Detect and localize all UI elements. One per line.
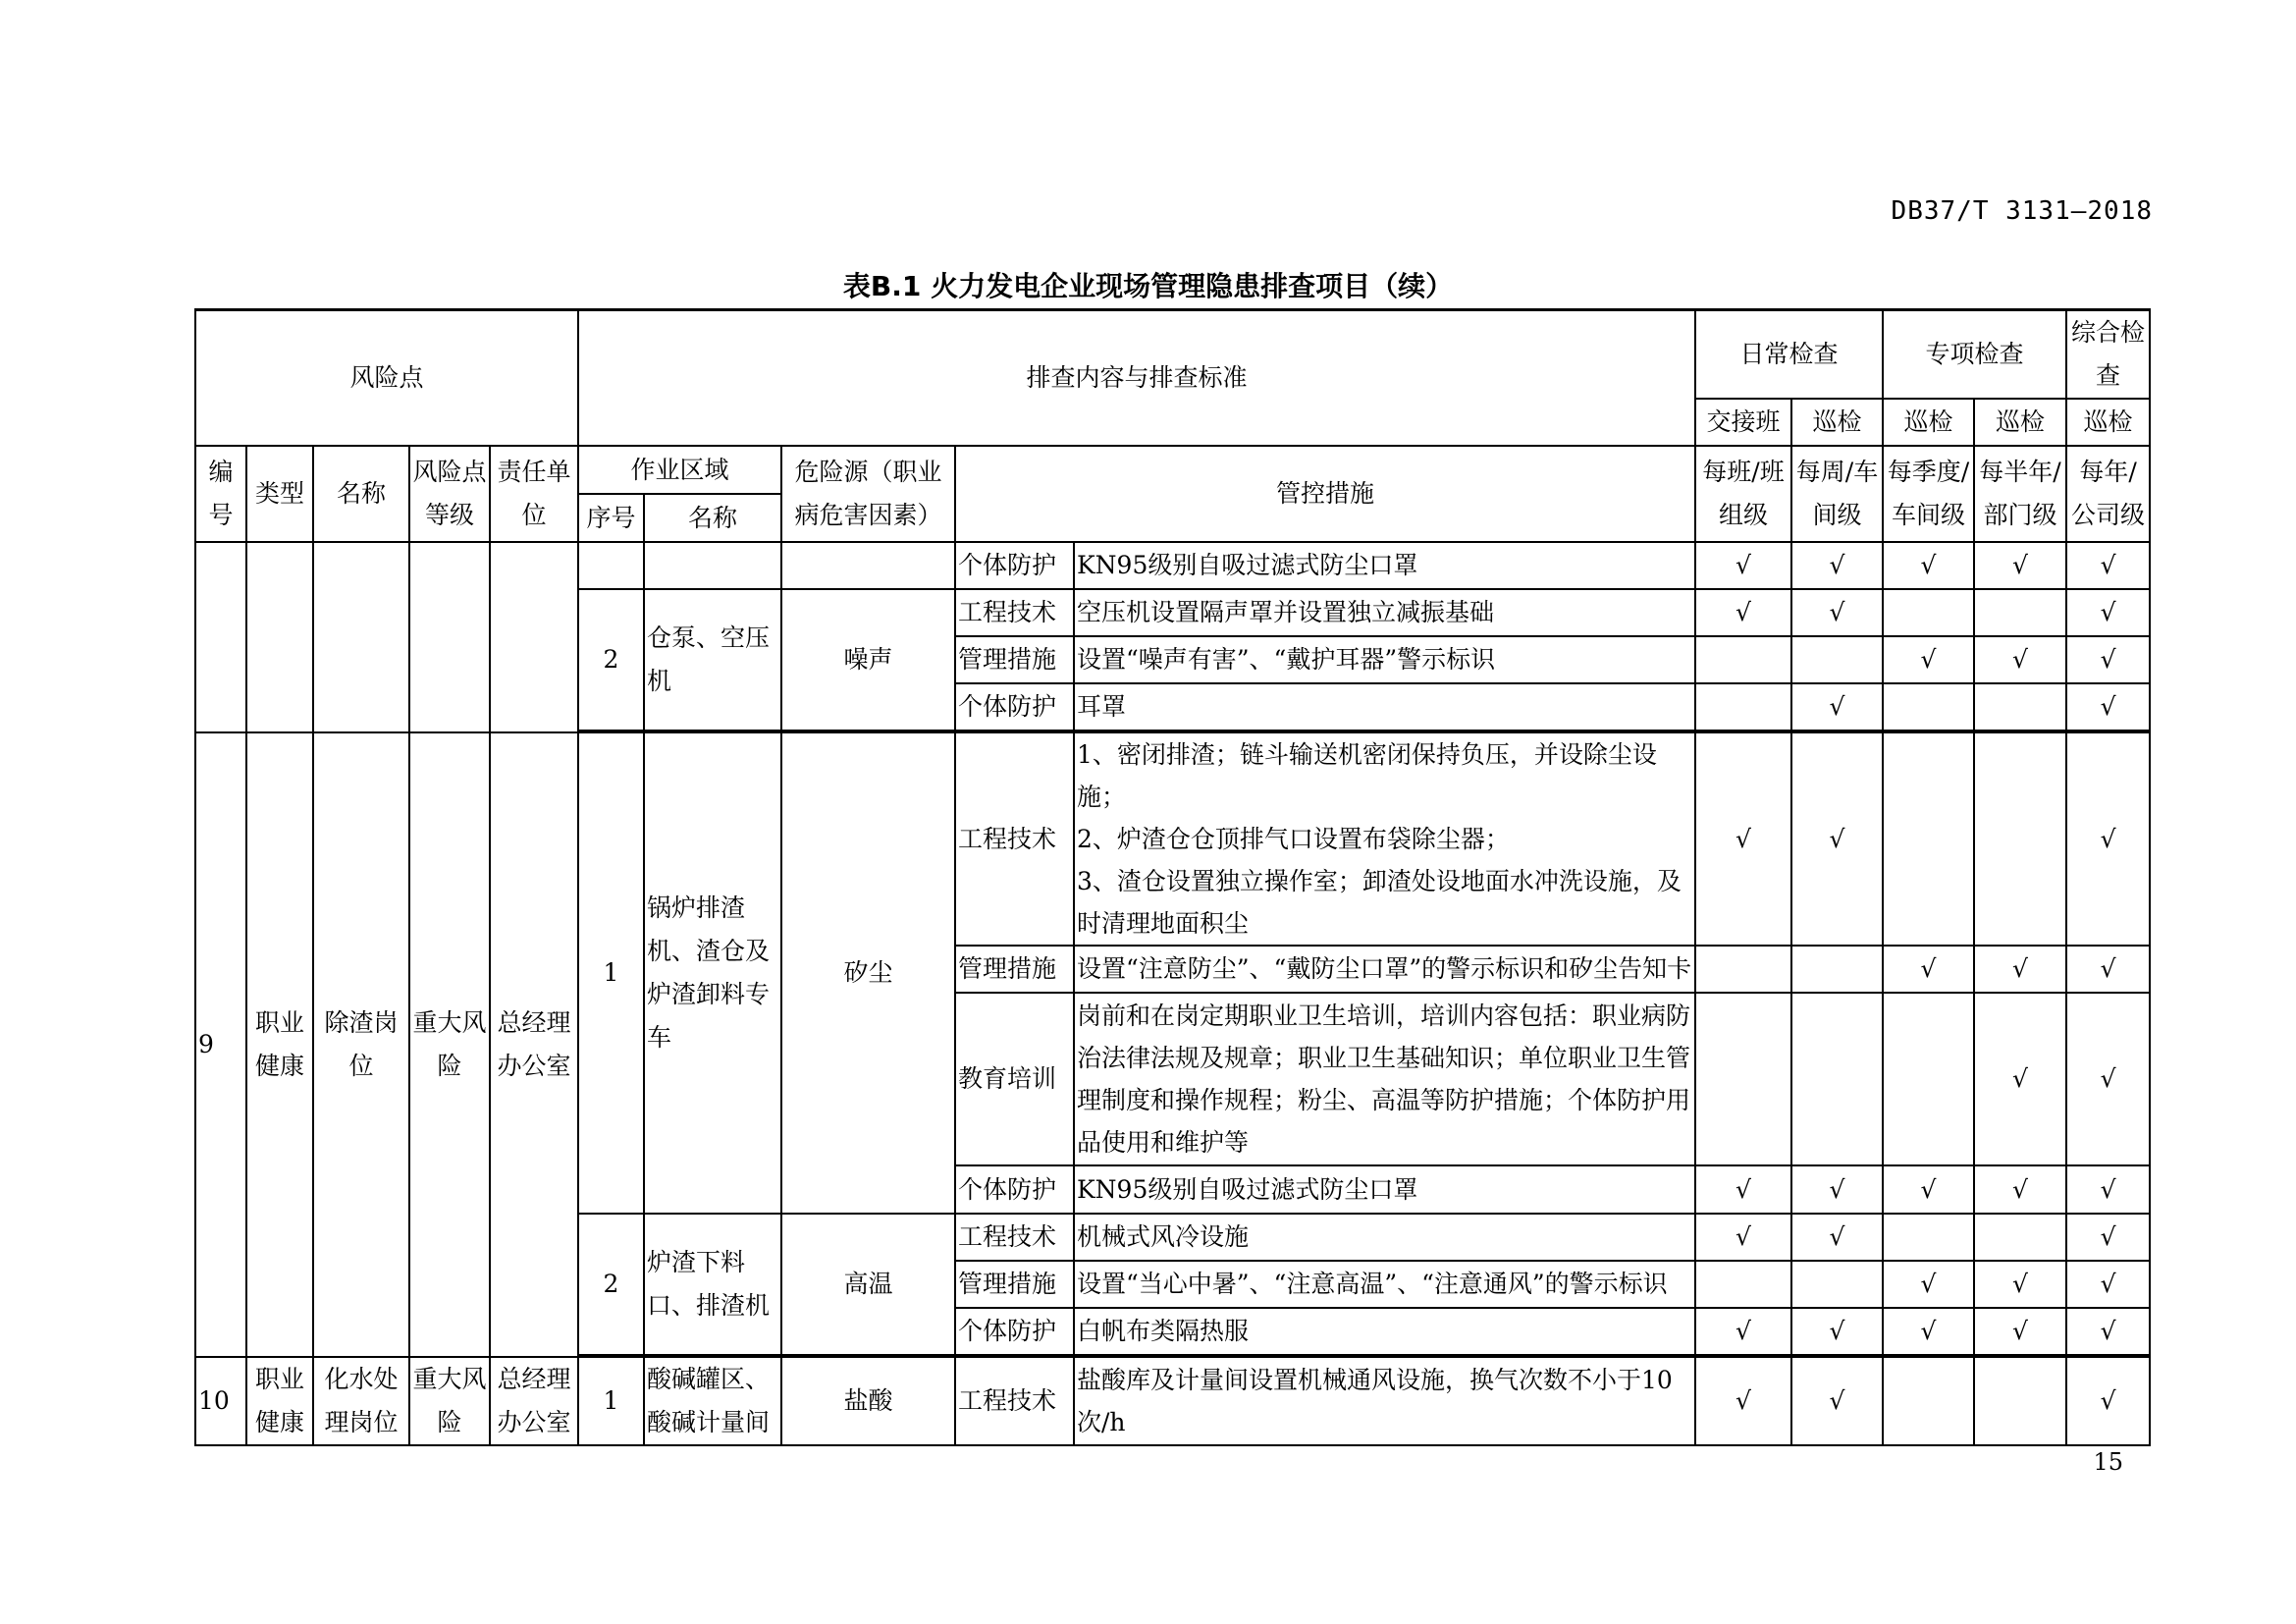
cell: [578, 542, 644, 589]
cell: [1695, 946, 1791, 993]
check-mark: √: [1791, 1308, 1883, 1355]
cell: [781, 542, 955, 589]
check-mark: √: [1883, 946, 1974, 993]
measure-text: 岗前和在岗定期职业卫生培训，培训内容包括：职业病防治法律法规及规章；职业卫生基础知识；单位职业卫生管理制度和操作规程；粉尘、高温等防护措施；个体防护用品使用和维护等: [1074, 993, 1695, 1165]
cell: [1974, 683, 2066, 731]
col-unit-header: 责任单位: [490, 446, 578, 542]
measure-category: 个体防护: [955, 1165, 1074, 1214]
check-mark: √: [1695, 1308, 1791, 1355]
risk-name: 除渣岗位: [313, 732, 409, 1357]
measure-category: 工程技术: [955, 732, 1074, 946]
area-seq: 1: [578, 732, 644, 1214]
responsible-unit: 总经理办公室: [490, 732, 578, 1357]
frequency-header: 每班/班组级: [1695, 446, 1791, 542]
measure-line: 2、炉渣仓仓顶排气口设置布袋除尘器；: [1077, 825, 1510, 853]
cell: [1791, 1261, 1883, 1308]
col-name-header: 名称: [313, 446, 409, 542]
cell: [1883, 1214, 1974, 1261]
check-mark: √: [1791, 732, 1883, 946]
frequency-header: 每季度/车间级: [1883, 446, 1974, 542]
patrol-header: 巡检: [1974, 399, 2066, 446]
measure-category: 管理措施: [955, 946, 1074, 993]
check-mark: √: [1883, 1261, 1974, 1308]
frequency-header: 每年/公司级: [2066, 446, 2150, 542]
area-name: 炉渣下料口、排渣机: [644, 1214, 781, 1355]
cell: [490, 542, 578, 732]
hazard-source: 盐酸: [781, 1357, 955, 1445]
control-header: 管控措施: [955, 446, 1695, 542]
check-mark: √: [1791, 589, 1883, 636]
check-mark: √: [1883, 1165, 1974, 1214]
check-mark: √: [1883, 542, 1974, 589]
check-mark: √: [1974, 1308, 2066, 1355]
cell: [644, 542, 781, 589]
measure-category: 管理措施: [955, 1261, 1074, 1308]
header-row: [195, 310, 2150, 400]
cell: [1974, 1214, 2066, 1261]
check-mark: √: [1974, 946, 2066, 993]
check-mark: √: [2066, 732, 2150, 946]
area-name-header: 名称: [644, 494, 781, 542]
frequency-header: 每半年/部门级: [1974, 446, 2066, 542]
col-type-header: 类型: [246, 446, 313, 542]
check-mark: √: [2066, 993, 2150, 1165]
measure-category: 工程技术: [955, 589, 1074, 636]
risk-point-header: 风险点: [195, 310, 578, 447]
risk-name: 化水处理岗位: [313, 1357, 409, 1445]
table-row: [195, 542, 2150, 589]
measure-category: 个体防护: [955, 542, 1074, 589]
table-title: 表B.1 火力发电企业现场管理隐患排查项目（续）: [842, 270, 1454, 302]
daily-check-header: 日常检查: [1695, 310, 1883, 400]
cell: [1695, 636, 1791, 683]
hazard-header: 危险源（职业病危害因素）: [781, 446, 955, 542]
measure-text: 设置“注意防尘”、“戴防尘口罩”的警示标识和矽尘告知卡: [1074, 946, 1695, 993]
area-seq: 2: [578, 589, 644, 731]
check-mark: √: [2066, 589, 2150, 636]
check-mark: √: [2066, 683, 2150, 731]
check-mark: √: [1791, 1165, 1883, 1214]
cell: [1974, 589, 2066, 636]
measure-text: KN95级别自吸过滤式防尘口罩: [1074, 1165, 1695, 1214]
measure-text: 设置“噪声有害”、“戴护耳器”警示标识: [1074, 636, 1695, 683]
measure-text: 盐酸库及计量间设置机械通风设施，换气次数不小于10次/h: [1074, 1357, 1695, 1445]
cell: [1791, 636, 1883, 683]
hazard-source: 噪声: [781, 589, 955, 731]
check-mark: √: [1974, 1261, 2066, 1308]
check-mark: √: [1883, 636, 1974, 683]
work-area-header: 作业区域: [578, 446, 781, 494]
col-level-header: 风险点等级: [409, 446, 490, 542]
cell: [1883, 589, 1974, 636]
header-row: [195, 446, 2150, 494]
measure-text: [1074, 732, 1695, 946]
check-mark: √: [1695, 732, 1791, 946]
risk-no: 9: [195, 732, 246, 1357]
measure-line: 1、密闭排渣；链斗输送机密闭保持负压，并设除尘设施；: [1077, 740, 1657, 811]
frequency-header: 每周/车间级: [1791, 446, 1883, 542]
patrol-header: 巡检: [1883, 399, 1974, 446]
measure-category: 个体防护: [955, 683, 1074, 731]
document-code: DB37/T 3131—2018: [1891, 196, 2153, 226]
hazard-inspection-table: [194, 308, 2151, 1446]
check-mark: √: [1695, 1357, 1791, 1445]
check-mark: √: [2066, 542, 2150, 589]
cell: [409, 542, 490, 732]
cell: [1883, 683, 1974, 731]
check-mark: √: [1695, 542, 1791, 589]
cell: [1883, 1357, 1974, 1445]
area-name: 仓泵、空压机: [644, 589, 781, 731]
measure-text: 空压机设置隔声罩并设置独立减振基础: [1074, 589, 1695, 636]
measure-text: 耳罩: [1074, 683, 1695, 731]
area-seq: 1: [578, 1357, 644, 1445]
cell: [1695, 683, 1791, 731]
check-mark: √: [2066, 1357, 2150, 1445]
check-mark: √: [1974, 1165, 2066, 1214]
cell: [1791, 993, 1883, 1165]
check-mark: √: [1695, 1214, 1791, 1261]
cell: [1883, 732, 1974, 946]
cell: [1974, 1357, 2066, 1445]
measure-category: 管理措施: [955, 636, 1074, 683]
seq-header: 序号: [578, 494, 644, 542]
hazard-source: 高温: [781, 1214, 955, 1355]
check-mark: √: [2066, 1308, 2150, 1355]
check-mark: √: [2066, 636, 2150, 683]
check-mark: √: [1974, 993, 2066, 1165]
check-mark: √: [1974, 542, 2066, 589]
hazard-source: 矽尘: [781, 732, 955, 1214]
table-row: [195, 1357, 2150, 1445]
check-mark: √: [1791, 542, 1883, 589]
risk-level: 重大风险: [409, 1357, 490, 1445]
measure-text: 设置“当心中暑”、“注意高温”、“注意通风”的警示标识: [1074, 1261, 1695, 1308]
shift-handover-header: 交接班: [1695, 399, 1791, 446]
risk-level: 重大风险: [409, 732, 490, 1357]
check-mark: √: [2066, 1261, 2150, 1308]
patrol-header: 巡检: [1791, 399, 1883, 446]
table-row: [195, 732, 2150, 946]
measure-text: 白帆布类隔热服: [1074, 1308, 1695, 1355]
risk-no: 10: [195, 1357, 246, 1445]
check-mark: √: [2066, 1165, 2150, 1214]
cell: [1695, 993, 1791, 1165]
measure-text: KN95级别自吸过滤式防尘口罩: [1074, 542, 1695, 589]
responsible-unit: 总经理办公室: [490, 1357, 578, 1445]
area-name: 酸碱罐区、酸碱计量间: [644, 1357, 781, 1445]
measure-line: 3、渣仓设置独立操作室；卸渣处设地面水冲洗设施，及时清理地面积尘: [1077, 867, 1682, 938]
check-mark: √: [1695, 1165, 1791, 1214]
area-seq: 2: [578, 1214, 644, 1355]
page-number: 15: [2093, 1448, 2123, 1476]
measure-category: 工程技术: [955, 1357, 1074, 1445]
risk-type: 职业健康: [246, 1357, 313, 1445]
measure-text: 机械式风冷设施: [1074, 1214, 1695, 1261]
check-mark: √: [2066, 1214, 2150, 1261]
cell: [1695, 1261, 1791, 1308]
area-name: 锅炉排渣机、渣仓及炉渣卸料专车: [644, 732, 781, 1214]
measure-category: 个体防护: [955, 1308, 1074, 1355]
cell: [1974, 732, 2066, 946]
check-mark: √: [1883, 1308, 1974, 1355]
check-mark: √: [1791, 1357, 1883, 1445]
measure-category: 教育培训: [955, 993, 1074, 1165]
measure-category: 工程技术: [955, 1214, 1074, 1261]
check-mark: √: [2066, 946, 2150, 993]
cell: [1791, 946, 1883, 993]
col-no-header: 编号: [195, 446, 246, 542]
check-mark: √: [1791, 683, 1883, 731]
cell: [313, 542, 409, 732]
cell: [246, 542, 313, 732]
cell: [195, 542, 246, 732]
content-header: 排查内容与排查标准: [578, 310, 1695, 447]
check-mark: √: [1695, 589, 1791, 636]
risk-type: 职业健康: [246, 732, 313, 1357]
special-check-header: 专项检查: [1883, 310, 2066, 400]
cell: [1883, 993, 1974, 1165]
check-mark: √: [1974, 636, 2066, 683]
patrol-header: 巡检: [2066, 399, 2150, 446]
comprehensive-check-header: 综合检查: [2066, 310, 2150, 400]
check-mark: √: [1791, 1214, 1883, 1261]
